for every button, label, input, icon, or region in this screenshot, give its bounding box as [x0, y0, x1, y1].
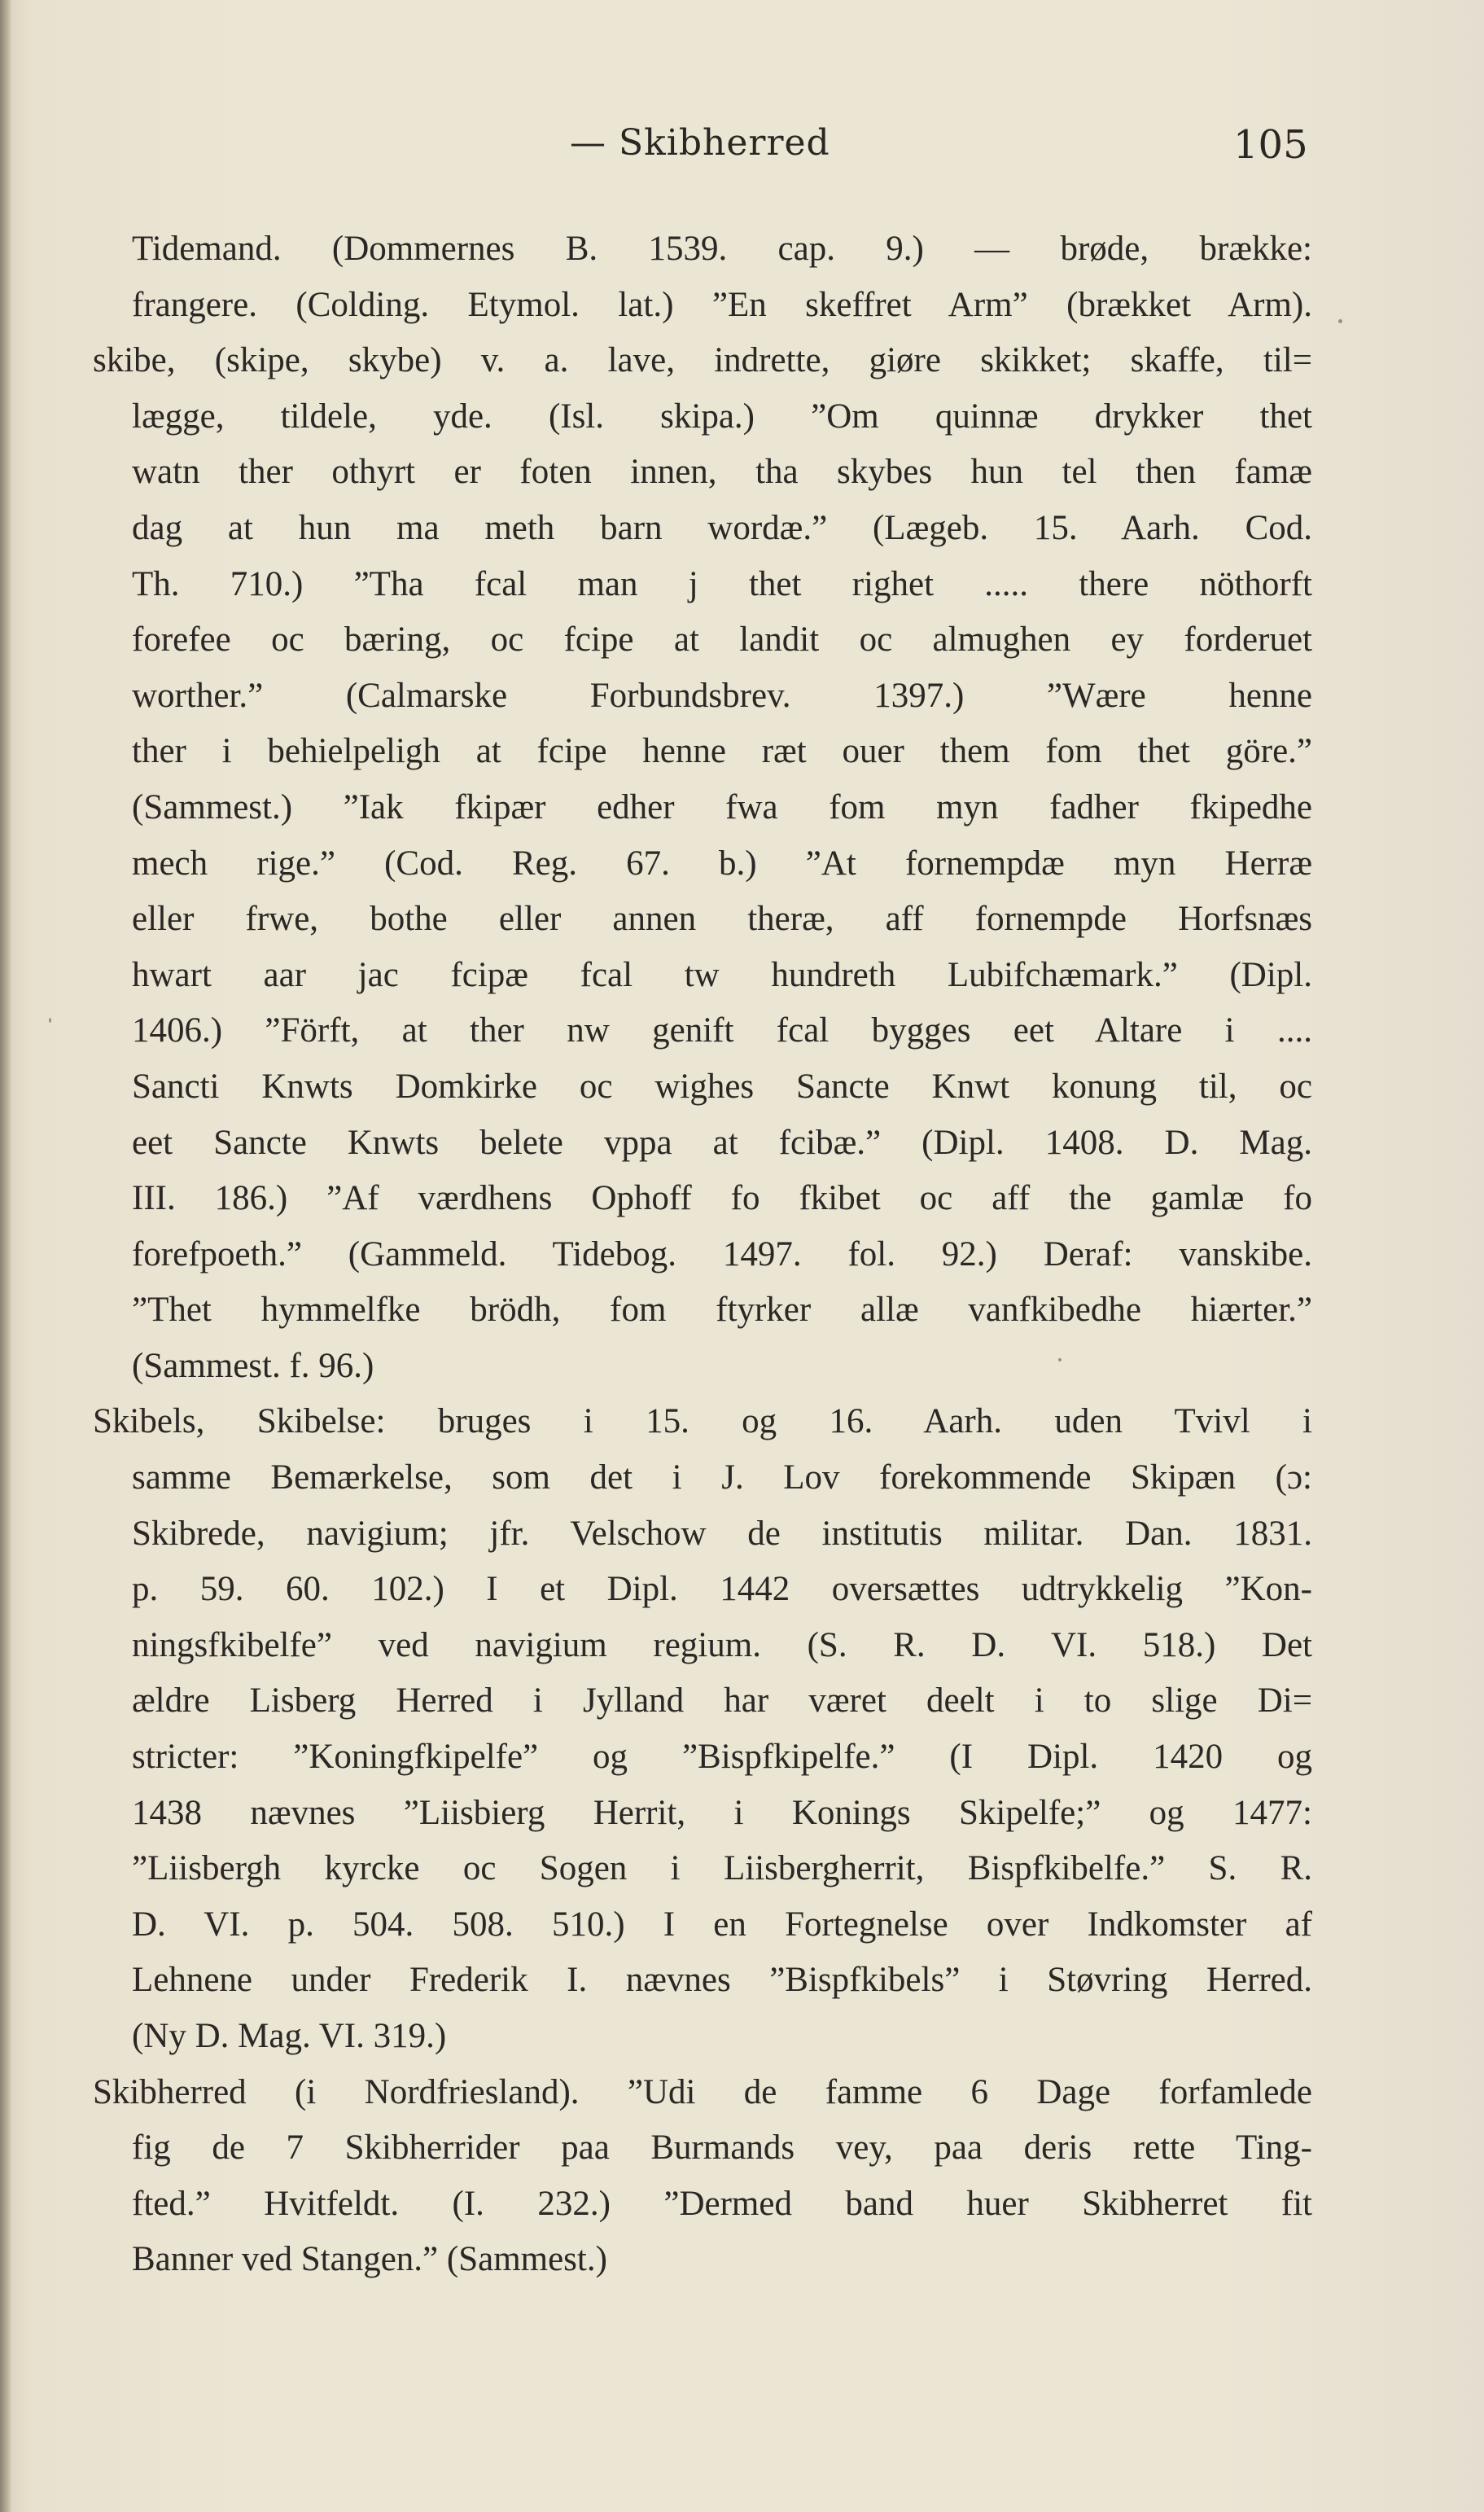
text-line: stricter: ”Koningfkipelfe” og ”Bispfkipelfe.” (I Dipl. 1420 og — [132, 1738, 1312, 1777]
text-line: (Ny D. Mag. VI. 319.) — [132, 2017, 447, 2055]
text-line: D. VI. p. 504. 508. 510.) I en Fortegnelse over Indkomster af — [132, 1905, 1312, 1944]
text-line: eller frwe, bothe eller annen theræ, aff fornempde Horfsnæs — [132, 900, 1312, 939]
text-line: ningsfkibelfe” ved navigium regium. (S. R. D. VI. 518.) Det — [132, 1625, 1312, 1664]
text-line: Th. 710.) ”Tha fcal man j thet righet ..... there nöthorft — [132, 564, 1312, 603]
text-line: (Sammest. f. 96.) — [132, 1346, 374, 1385]
text-line: ther i behielpeligh at fcipe henne ræt ouer them fom thet göre.” — [132, 732, 1312, 771]
running-header — [0, 122, 1484, 171]
text-line: Sancti Knwts Domkirke oc wighes Sancte Knwt konung til, oc — [132, 1067, 1312, 1106]
paper-speck — [1338, 319, 1342, 323]
text-line: Lehnene under Frederik I. nævnes ”Bispfkibels” i Støvring Herred. — [132, 1961, 1312, 2000]
text-line: p. 59. 60. 102.) I et Dipl. 1442 oversættes udtrykkelig ”Kon- — [132, 1570, 1312, 1609]
text-line: mech rige.” (Cod. Reg. 67. b.) ”At fornempdæ myn Herræ — [132, 844, 1312, 883]
entry-headword-line: Skibherred (i Nordfriesland). ”Udi de famme 6 Dage forfamlede — [93, 2072, 1312, 2111]
text-line: 1438 nævnes ”Liisbierg Herrit, i Konings Skipelfe;” og 1477: — [132, 1793, 1312, 1832]
text-line: fig de 7 Skibherrider paa Burmands vey, paa deris rette Ting- — [132, 2128, 1312, 2168]
text-line: Skibrede, navigium; jfr. Velschow de institutis militar. Dan. 1831. — [132, 1514, 1312, 1553]
text-line: watn ther othyrt er foten innen, tha skybes hun tel then famæ — [132, 453, 1312, 492]
page-spine-shadow — [0, 0, 11, 2512]
text-line: Banner ved Stangen.” (Sammest.) — [132, 2240, 607, 2279]
page-number: 105 — [1233, 122, 1308, 168]
text-line: ”Liisbergh kyrcke oc Sogen i Liisbergherrit, Bispfkibelfe.” S. R. — [132, 1849, 1312, 1888]
entry-headword-line: Skibels, Skibelse: bruges i 15. og 16. Aarh. uden Tvivl i — [93, 1402, 1312, 1441]
text-line: III. 186.) ”Af værdhens Ophoff fo fkibet oc aff the gamlæ fo — [132, 1179, 1312, 1218]
text-line: ældre Lisberg Herred i Jylland har været deelt i to slige Di= — [132, 1681, 1312, 1721]
dictionary-text — [93, 221, 1312, 2288]
text-line: forefee oc bæring, oc fcipe at landit oc almughen ey forderuet — [132, 620, 1312, 660]
paper-speck — [49, 1018, 51, 1023]
text-line: fted.” Hvitfeldt. (I. 232.) ”Dermed band huer Skibherret fit — [132, 2184, 1312, 2223]
paper-speck — [1058, 1358, 1062, 1361]
text-line: hwart aar jac fcipæ fcal tw hundreth Lubifchæmark.” (Dipl. — [132, 955, 1312, 994]
text-line: 1406.) ”Förft, at ther nw genift fcal bygges eet Altare i .... — [132, 1011, 1312, 1050]
text-line: samme Bemærkelse, som det i J. Lov forekommende Skipæn (ɔ: — [132, 1458, 1312, 1497]
text-line: (Sammest.) ”Iak fkipær edher fwa fom myn fadher fkipedhe — [132, 787, 1312, 826]
text-line: ”Thet hymmelfke brödh, fom ftyrker allæ vanfkibedhe hiærter.” — [132, 1291, 1312, 1330]
text-line: dag at hun ma meth barn wordæ.” (Lægeb. 15. Aarh. Cod. — [132, 508, 1312, 547]
text-line: worther.” (Calmarske Forbundsbrev. 1397.) ”Wære henne — [132, 676, 1312, 715]
text-line: eet Sancte Knwts belete vppa at fcibæ.” (Dipl. 1408. D. Mag. — [132, 1123, 1312, 1162]
text-line: lægge, tildele, yde. (Isl. skipa.) ”Om quinnæ drykker thet — [132, 397, 1312, 436]
text-line: frangere. (Colding. Etymol. lat.) ”En skeffret Arm” (brækket Arm). — [132, 285, 1312, 324]
running-title: — Skibherred — [570, 122, 830, 164]
text-line: Tidemand. (Dommernes B. 1539. cap. 9.) — brøde, brække: — [132, 230, 1312, 268]
text-line: forefpoeth.” (Gammeld. Tidebog. 1497. fol. 92.) Deraf: vanskibe. — [132, 1234, 1312, 1274]
entry-headword-line: skibe, (skipe, skybe) v. a. lave, indrette, giøre skikket; skaffe, til= — [93, 341, 1312, 380]
